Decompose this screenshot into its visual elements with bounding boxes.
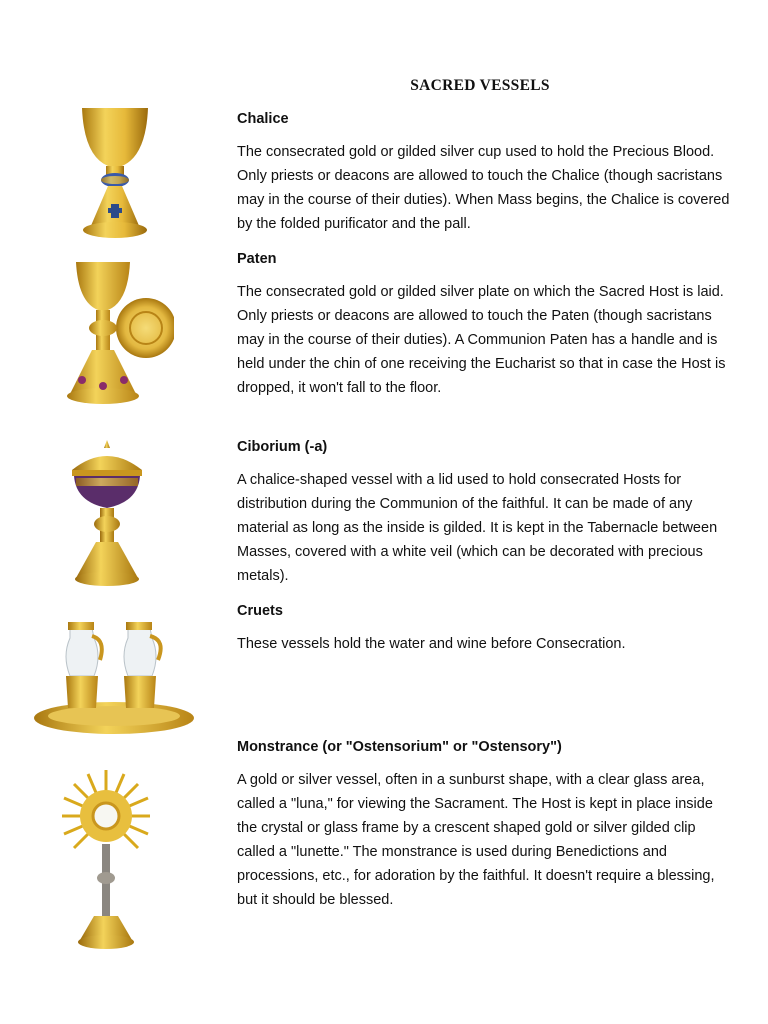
section-body: These vessels hold the water and wine before Consecration. <box>237 636 626 652</box>
section-body: A chalice-shaped vessel with a lid used to hold consecrated Hosts for distribution during the Communion of the faithful. It can be made of any material as long as the inside is gilded. It is kept in the Tabernacle between Masses, covered with a white veil (which can be decorated with precious metals). <box>237 472 718 584</box>
section-heading: Monstrance (or "Ostensorium" or "Ostensory") <box>237 739 562 755</box>
section-heading: Ciborium (-a) <box>237 439 328 455</box>
chalice-image <box>70 104 160 242</box>
section-body: A gold or silver vessel, often in a sunburst shape, with a clear glass area, called a "luna," for viewing the Sacrament. The Host is kept in place inside the crystal or glass frame by a crescent shaped gold or silver gilded clip called a "lunette." The monstrance is used during Benedictions and processions, etc., for adoration by the faithful. It doesn't require a blessing, but it should be blessed. <box>237 772 715 908</box>
chalice-and-paten-image <box>62 258 174 414</box>
section-heading: Chalice <box>237 111 289 127</box>
section-chalice <box>237 111 737 236</box>
ciborium-image <box>64 438 150 590</box>
section-body: The consecrated gold or gilded silver cup used to hold the Precious Blood. Only priests or deacons are allowed to touch the Chalice (though sacristans may in the course of their duties). When Mass begins, the Chalice is covered by the folded purificator and the pall. <box>237 144 730 232</box>
section-cruets <box>237 603 737 656</box>
section-paten <box>237 251 737 400</box>
cruets-on-tray-image <box>30 614 198 744</box>
page-title: SACRED VESSELS <box>410 77 550 94</box>
section-monstrance <box>237 739 737 912</box>
section-heading: Paten <box>237 251 277 267</box>
section-body: The consecrated gold or gilded silver plate on which the Sacred Host is laid. Only priests or deacons are allowed to touch the Paten (though sacristans may in the course of their duties). A Communion Paten has a handle and is held under the chin of one receiving the Eucharist so that in case the Host is dropped, it won't fall to the floor. <box>237 284 726 396</box>
section-heading: Cruets <box>237 603 283 619</box>
monstrance-image <box>58 768 154 954</box>
section-ciborium <box>237 439 737 588</box>
